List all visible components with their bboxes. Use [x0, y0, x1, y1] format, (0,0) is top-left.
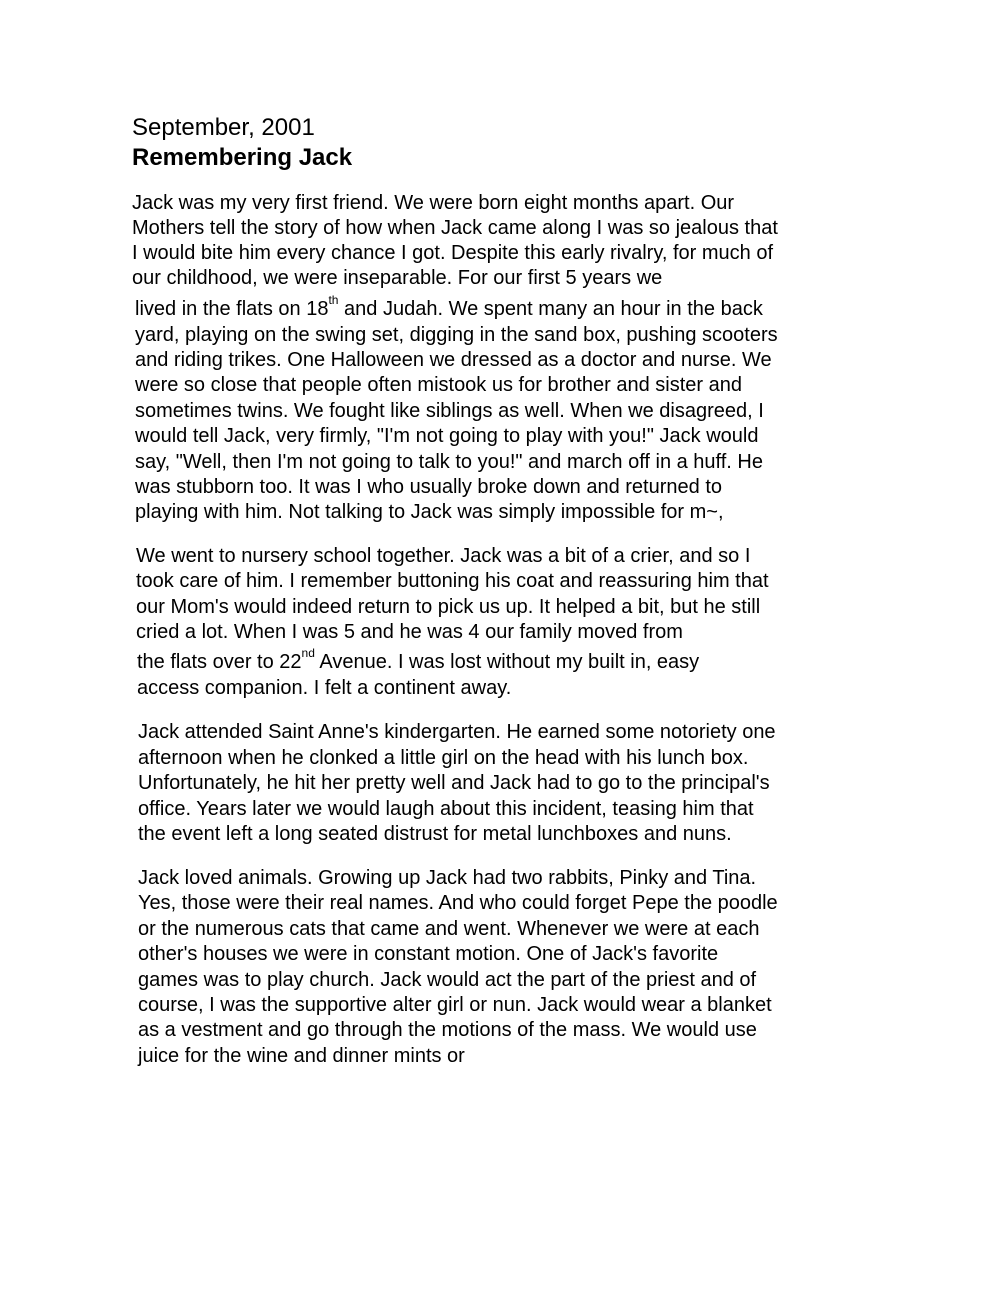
paragraph-3-line: access companion. I felt a continent away.	[137, 677, 512, 699]
line-text: the flats over to 22	[137, 651, 302, 673]
paragraph-5-line: Jack loved animals. Growing up Jack had two rabbits, Pinky and Tina.	[138, 867, 757, 889]
paragraph-2-line: say, "Well, then I'm not going to talk to you!" and march off in a huff. He	[135, 451, 763, 473]
paragraph-1-line: Mothers tell the story of how when Jack came along I was so jealous that	[132, 217, 778, 239]
paragraph-4-line: office. Years later we would laugh about this incident, teasing him that	[138, 798, 754, 820]
paragraph-5-line: or the numerous cats that came and went. Whenever we were at each	[138, 918, 760, 940]
paragraph-1-line: our childhood, we were inseparable. For our first 5 years we	[132, 267, 663, 289]
paragraph-3-line	[137, 646, 700, 674]
document-date: September, 2001	[132, 114, 315, 141]
paragraph-5-line: juice for the wine and dinner mints or	[138, 1045, 465, 1067]
paragraph-5-line: course, I was the supportive alter girl or nun. Jack would wear a blanket	[138, 994, 772, 1016]
ordinal-suffix: nd	[301, 646, 315, 661]
paragraph-3-line: cried a lot. When I was 5 and he was 4 our family moved from	[136, 621, 683, 643]
paragraph-2-line	[135, 293, 763, 321]
paragraph-4-line: Jack attended Saint Anne's kindergarten. He earned some notoriety one	[138, 721, 776, 743]
ordinal-suffix: th	[328, 293, 339, 308]
paragraph-4-line: the event left a long seated distrust for metal lunchboxes and nuns.	[138, 823, 732, 845]
paragraph-5-line: games was to play church. Jack would act the part of the priest and of	[138, 969, 757, 991]
paragraph-3-line: took care of him. I remember buttoning his coat and reassuring him that	[136, 570, 769, 592]
paragraph-3-line: our Mom's would indeed return to pick us up. It helped a bit, but he still	[136, 596, 761, 618]
paragraph-5-line: Yes, those were their real names. And who could forget Pepe the poodle	[138, 892, 778, 914]
paragraph-4-line: afternoon when he clonked a little girl on the head with his lunch box.	[138, 747, 749, 769]
document-title: Remembering Jack	[132, 144, 353, 171]
paragraph-2-line: yard, playing on the swing set, digging in the sand box, pushing scooters	[135, 324, 778, 346]
paragraph-5-line: as a vestment and go through the motions of the mass. We would use	[138, 1019, 757, 1041]
paragraph-3-line: We went to nursery school together. Jack was a bit of a crier, and so I	[136, 545, 751, 567]
paragraph-2-line: was stubborn too. It was I who usually broke down and returned to	[135, 476, 723, 498]
line-text: Avenue. I was lost without my built in, easy	[314, 651, 700, 673]
paragraph-2-line: playing with him. Not talking to Jack was simply impossible for m~,	[135, 501, 724, 523]
line-text: lived in the flats on 18	[135, 298, 329, 320]
paragraph-2-line: were so close that people often mistook us for brother and sister and	[135, 374, 743, 396]
paragraph-1-line: I would bite him every chance I got. Despite this early rivalry, for much of	[132, 242, 774, 264]
paragraph-2-line: would tell Jack, very firmly, "I'm not going to play with you!" Jack would	[135, 425, 759, 447]
paragraph-4-line: Unfortunately, he hit her pretty well and Jack had to go to the principal's	[138, 772, 770, 794]
paragraph-2-line: and riding trikes. One Halloween we dressed as a doctor and nurse. We	[135, 349, 772, 371]
paragraph-2-line: sometimes twins. We fought like siblings as well. When we disagreed, I	[135, 400, 764, 422]
paragraph-1-line: Jack was my very first friend. We were born eight months apart. Our	[132, 192, 735, 214]
line-text: and Judah. We spent many an hour in the back	[338, 298, 763, 320]
paragraph-5-line: other's houses we were in constant motion. One of Jack's favorite	[138, 943, 719, 965]
